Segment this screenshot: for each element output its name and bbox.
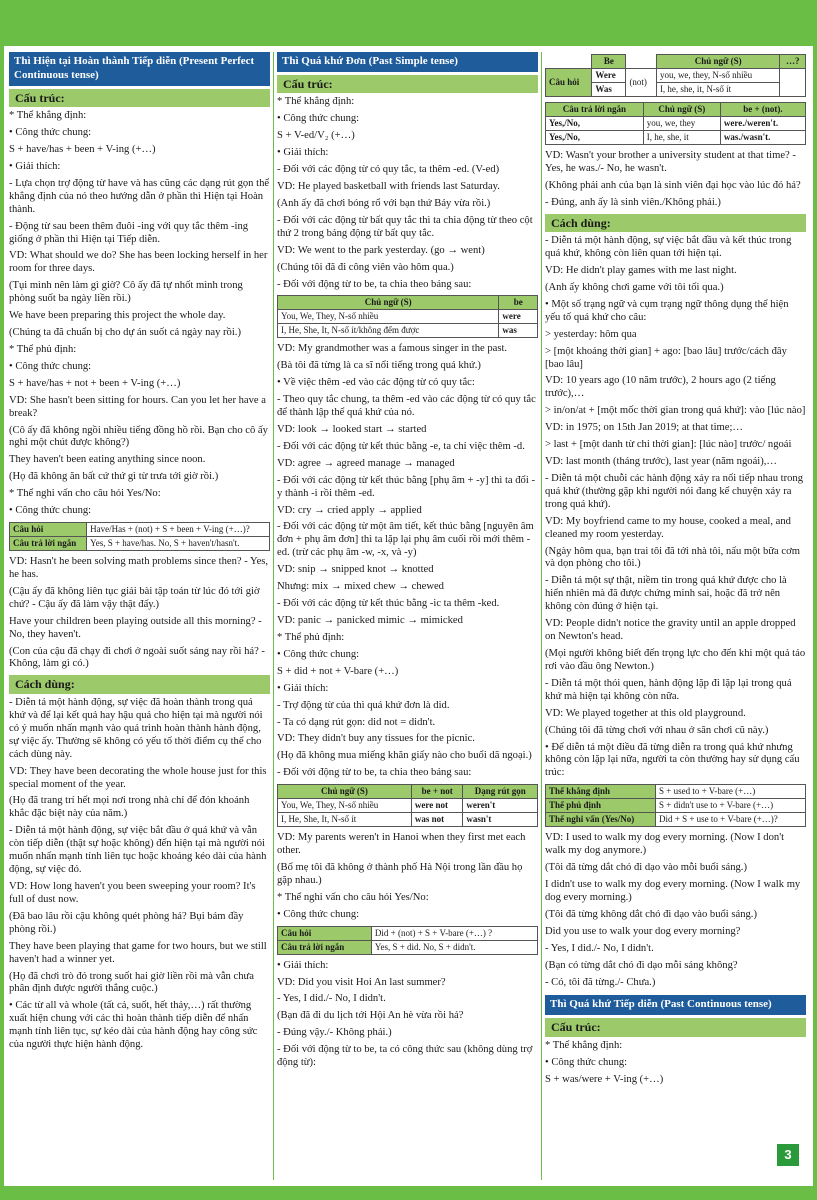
text-line: (Chúng ta đã chuẩn bị cho dự án suốt cả ngày nay rồi.) — [9, 327, 241, 339]
text-line: - Đối với các động từ bất quy tắc thì ta chia động từ theo cột thứ 2 trong bảng động từ bất quy tắc. — [277, 214, 533, 239]
text-line: - Diễn tả một hành động, sự việc bắt đầu và kết thúc trong quá khứ, không còn liên quan tới hiện tại. — [545, 235, 792, 260]
structure-heading: Cấu trúc: — [277, 75, 538, 94]
text-line: - Đối với các động từ kết thúc bằng -ic ta thêm -ked. — [277, 598, 500, 610]
text-line: VD: He played basketball with friends last Saturday. — [277, 180, 500, 192]
text-line: S + V-ed/V₂ (+…) — [277, 130, 355, 142]
section-title: Thì Quá khứ Đơn (Past Simple tense) — [277, 52, 538, 72]
section-title-past-continuous: Thì Quá khứ Tiếp diễn (Past Continuous tense) — [545, 995, 806, 1015]
page-sheet — [4, 46, 813, 1186]
text-line: VD: People didn't notice the gravity until an apple dropped on Newton's head. — [545, 618, 796, 643]
table-row: I, He, She, It, N-số ít was not wasn't — [278, 813, 538, 827]
text-line: - Lựa chọn trợ động từ have và has cũng các dạng rút gọn thể khẳng định của nó theo hướng dẫn ở phần thì Hiện tại Hoàn thành. — [9, 177, 270, 215]
table-row: Yes,/No, you, we, they were./weren't. — [546, 116, 806, 130]
text-line: - Đối với động từ to be, ta chia theo bảng sau: — [277, 278, 472, 290]
text-line: They haven't been eating anything since noon. — [9, 454, 206, 466]
text-line: • Giải thích: — [277, 147, 329, 159]
text-line: I didn't use to walk my dog every morning. (Now I walk my dog every morning.) — [545, 878, 801, 903]
text-line: (Bà tôi đã từng là ca sĩ nổi tiếng trong quá khứ.) — [277, 360, 481, 372]
text-line: • Công thức chung: — [277, 908, 360, 920]
text-line: (Ngày hôm qua, bạn trai tôi đã tới nhà tôi, nấu một bữa cơm và dọn phòng cho tôi.) — [545, 545, 800, 570]
table-row: Câu hỏi Have/Has + (not) + S + been + V-ing (+…)? — [10, 523, 270, 537]
text-line: - Diễn tả một thói quen, hành động lặp đi lặp lại trong quá khứ mà hiện tại không còn nữa. — [545, 677, 792, 702]
text-line: > yesterday: hôm qua — [545, 328, 637, 340]
table-row: Thể phủ định S + didn't use to + V-bare (+…) — [546, 799, 806, 813]
text-line: - Diễn tả một hành động, sự việc đã hoàn thành trong quá khứ và để lại kết quả hay hậu quả cho hiện tại mà người nói có ý muốn nhấn mạnh vào quá trình hoàn thành hành động, sự việc ấy. Thường sẽ không có yếu tố thời điểm cụ thể cho cách dùng này. — [9, 697, 263, 760]
text-line: VD: look → looked start → started — [277, 423, 427, 435]
text-line: S + have/has + not + been + V-ing (+…) — [9, 377, 181, 389]
text-line: • Công thức chung: — [277, 648, 360, 660]
text-line: • Để diễn tả một điều đã từng diễn ra trong quá khứ nhưng không còn lặp lại nữa, người ta còn thường hay sử dụng cấu trúc: — [545, 741, 800, 779]
text-line: (Tụi mình nên làm gì giờ? Cô ấy đã tự nhốt mình trong phòng suốt ba ngày liền rồi.) — [9, 280, 243, 305]
table-row: Yes,/No, I, he, she, it was./wasn't. — [546, 130, 806, 144]
text-line: VD: panic → panicked mimic → mimicked — [277, 615, 463, 627]
structure-text — [277, 96, 538, 291]
text-line: (Đã bao lâu rồi cậu không quét phòng hả? Bụi bám đầy phòng rồi.) — [9, 910, 244, 935]
text-line: (Anh ấy không chơi game với tôi tối qua.) — [545, 281, 724, 293]
examples-text — [545, 832, 806, 989]
text-line: VD: snip → snipped knot → knotted — [277, 564, 434, 576]
text-line: - Diễn tả một hành động, sự việc bắt đầu ở quá khứ và vẫn còn tiếp diễn (thật sự hoặc không) đến hiện tại mà người nói muốn nhấn mạnh tính liên tục hoặc khoảng kéo dài của hành động, sự việc đó. — [9, 825, 267, 876]
table-row: Câu hỏi Did + (not) + S + V-bare (+…) ? — [278, 926, 538, 940]
column-present-perfect-continuous — [9, 52, 270, 1180]
short-answer-table — [545, 102, 806, 145]
text-line: VD: He didn't play games with me last night. — [545, 264, 737, 276]
text-line: VD: She hasn't been sitting for hours. Can you let her have a break? — [9, 394, 266, 419]
table-row: Thể nghi vấn (Yes/No) Did + S + use to + V-bare (+…)? — [546, 813, 806, 827]
text-line: > in/on/at + [một mốc thời gian trong quá khứ]: vào [lúc nào] — [545, 405, 806, 417]
text-line: * Thể khẳng định: — [9, 110, 87, 122]
text-line: - Đối với các động từ kết thúc bằng [phụ âm + -y] thì ta đổi -y thành -i rồi thêm -ed. — [277, 474, 535, 499]
text-line: * Thể khẳng định: — [545, 1039, 623, 1051]
text-line: (Con của cậu đã chạy đi chơi ở ngoài suốt sáng nay rồi hả? - Không, làm gì có.) — [9, 645, 265, 670]
text-line: VD: Hasn't he been solving math problems since then? - Yes, he has. — [9, 556, 269, 580]
table-row: Câu trả lời ngắn Yes, S + did. No, S + didn't. — [278, 940, 538, 954]
structure-heading: Cấu trúc: — [9, 89, 270, 108]
usage-text — [9, 697, 270, 1052]
text-line: (Chúng tôi đã từng chơi với nhau ở sân chơi cũ này.) — [545, 724, 769, 736]
text-line: - Có, tôi đã từng./- Chưa.) — [545, 976, 656, 988]
text-line: (Anh ấy đã chơi bóng rổ với bạn thứ Bảy vừa rồi.) — [277, 197, 491, 209]
text-line: - Đối với động từ to be, ta chia theo bảng sau: — [277, 767, 472, 779]
table-row: Câu hỏi Were (not) you, we, they, N-số nhiều — [546, 68, 806, 82]
text-line: (Họ đã không mua miếng khăn giấy nào cho buổi dã ngoại.) — [277, 750, 532, 762]
section-title: Thì Hiện tại Hoàn thành Tiếp diễn (Present Perfect Continuous tense) — [9, 52, 270, 86]
table-header-row: Chủ ngữ (S) be + not Dạng rút gọn — [278, 785, 538, 799]
question-formula-table — [277, 926, 538, 955]
structure-heading: Cấu trúc: — [545, 1018, 806, 1037]
text-line: * Thể phủ định: — [277, 631, 345, 643]
text-line: VD: Did you visit Hoi An last summer? — [277, 976, 446, 988]
text-line: (Cô ấy đã không ngồi nhiều tiếng đồng hồ rồi. Bạn cho cô ấy nghỉ một chút được không?) — [9, 424, 268, 449]
text-line: VD: What should we do? She has been locking herself in her room for three days. — [9, 250, 268, 275]
usage-heading: Cách dùng: — [9, 675, 270, 694]
table-row: You, We, They, N-số nhiều were — [278, 310, 538, 324]
text-line: - Ta có dạng rút gọn: did not = didn't. — [277, 716, 436, 728]
text-line: VD: cry → cried apply → applied — [277, 504, 422, 516]
text-line: S + was/were + V-ing (+…) — [545, 1073, 664, 1085]
column-divider — [273, 52, 274, 1180]
text-line: - Đối với các động từ có quy tắc, ta thêm -ed. (V-ed) — [277, 164, 500, 176]
text-line: (Bạn đã đi du lịch tới Hội An hè vừa rồi hả? — [277, 1010, 464, 1022]
page-number: 3 — [777, 1144, 799, 1166]
text-line: (Tôi đã từng không dắt chó đi dạo vào buổi sáng.) — [545, 908, 757, 920]
text-line: VD: in 1975; on 15th Jan 2019; at that time;… — [545, 422, 744, 434]
text-line: VD: My boyfriend came to my house, cooked a meal, and cleaned my room yesterday. — [545, 515, 791, 540]
table-row: You, We, They, N-số nhiều were not weren't — [278, 799, 538, 813]
text-line: - Động từ sau been thêm đuôi -ing với quy tắc thêm -ing giống ở phần thì Hiện tại Tiếp diễn. — [9, 220, 249, 245]
text-line: VD: We went to the park yesterday. (go → went) — [277, 244, 485, 256]
text-line: VD: How long haven't you been sweeping your room? It's full of dust now. — [9, 881, 256, 905]
text-line: (Mọi người không biết đến trọng lực cho đến khi một quả táo rơi vào đầu ông Newton.) — [545, 648, 806, 672]
examples-text — [277, 960, 538, 1070]
usage-heading: Cách dùng: — [545, 214, 806, 233]
structure-text — [545, 1040, 806, 1087]
be-question-table — [545, 54, 806, 97]
text-line: We have been preparing this project the whole day. — [9, 310, 226, 322]
table-header-row: Chủ ngữ (S) be — [278, 296, 538, 310]
text-line: VD: last month (tháng trước), last year (năm ngoái),… — [545, 456, 777, 468]
text-line: (Bạn có từng dắt chó đi dạo mỗi sáng không? — [545, 959, 738, 971]
text-line: - Diễn tả một sự thật, niềm tin trong quá khứ được cho là hiển nhiên mà đã được chứng minh sai, hoặc đã trở nên không còn đúng ở hiện tại. — [545, 575, 787, 613]
text-line: VD: I used to walk my dog every morning. (Now I don't walk my dog anymore.) — [545, 832, 785, 857]
text-line: (Họ đã trang trí hết mọi nơi trong nhà chỉ để đón khoảnh khắc đặc biệt này của năm.) — [9, 795, 250, 820]
text-line: VD: 10 years ago (10 năm trước), 2 hours ago (2 tiếng trước),… — [545, 375, 776, 400]
be-conjugation-table — [277, 295, 538, 338]
text-line: • Giải thích: — [277, 682, 329, 694]
text-line: * Thể phủ định: — [9, 343, 77, 355]
text-line: • Về việc thêm -ed vào các động từ có quy tắc: — [277, 377, 475, 389]
table-row: Was I, he, she, it, N-số ít — [546, 82, 806, 96]
used-to-table — [545, 784, 806, 827]
text-line: * Thể khẳng định: — [277, 96, 355, 108]
column-past-simple — [277, 52, 538, 1180]
text-line: • Công thức chung: — [9, 127, 92, 139]
text-line: VD: My grandmother was a famous singer in the past. — [277, 343, 508, 355]
text-line: - Trợ động từ của thì quá khứ đơn là did. — [277, 699, 450, 711]
table-row: Thể khẳng định S + used to + V-bare (+…) — [546, 785, 806, 799]
text-line: (Tôi đã từng dắt chó đi dạo vào mỗi buổi sáng.) — [545, 862, 747, 874]
text-line: (Chúng tôi đã đi công viên vào hôm qua.) — [277, 261, 454, 273]
text-line: VD: My parents weren't in Hanoi when they first met each other. — [277, 832, 526, 857]
text-line: VD: Wasn't your brother a university student at that time? - Yes, he was./- No, he wasn't. — [545, 149, 796, 174]
text-line: * Thể nghi vấn cho câu hỏi Yes/No: — [9, 488, 161, 500]
examples-text — [277, 832, 538, 922]
examples-text — [9, 556, 270, 671]
table-header-row: Câu trả lời ngắn Chủ ngữ (S) be + (not). — [546, 102, 806, 116]
examples-text — [545, 150, 806, 210]
question-formula-table — [9, 522, 270, 551]
column-divider — [541, 52, 542, 1180]
text-line: • Công thức chung: — [277, 113, 360, 125]
text-line: S + have/has + been + V-ing (+…) — [9, 143, 156, 155]
text-line: (Họ đã không ăn bất cứ thứ gì từ trưa tới giờ rồi.) — [9, 471, 219, 483]
text-line: - Đúng, anh ấy là sinh viên./Không phải.) — [545, 196, 721, 208]
text-line: Nhưng: mix → mixed chew → chewed — [277, 581, 444, 593]
text-line: - Yes, I did./- No, I didn't. — [277, 993, 386, 1005]
text-line: S + did + not + V-bare (+…) — [277, 665, 399, 677]
text-line: VD: agree → agreed manage → managed — [277, 457, 455, 469]
text-line: - Yes, I did./- No, I didn't. — [545, 942, 654, 954]
text-line: • Công thức chung: — [9, 505, 92, 517]
structure-text — [9, 110, 270, 518]
table-row: I, He, She, It, N-số ít/không đếm được was — [278, 324, 538, 338]
text-line: • Công thức chung: — [9, 360, 92, 372]
text-line: - Diễn tả một chuỗi các hành động xảy ra nối tiếp nhau trong quá khứ (thường gặp khi người nói đang kể chuyện xảy ra trong quá khứ). — [545, 472, 804, 510]
text-line: VD: They didn't buy any tissues for the picnic. — [277, 733, 475, 745]
text-line: (Cậu ấy đã không liên tục giải bài tập toán từ lúc đó tới giờ chứ? - Cậu ấy đã làm vậy thật đấy.) — [9, 585, 260, 610]
text-line: • Giải thích: — [277, 959, 329, 971]
text-line: VD: They have been decorating the whole house just for this special moment of the year. — [9, 765, 267, 790]
text-line: > last + [một danh từ chỉ thời gian]: [lúc nào] trước/ ngoái — [545, 439, 792, 451]
text-line: • Giải thích: — [9, 160, 61, 172]
text-line: • Các từ all và whole (tất cả, suốt, hết thảy,…) rất thường xuất hiện chung với các thì hoàn thành tiếp diễn để nhấn mạnh tính liên tục, sự kéo dài của hành động hay công sức của người thực hiện hành động. — [9, 1000, 258, 1051]
text-line: - Theo quy tắc chung, ta thêm -ed vào các động từ có quy tắc để thành lập thể quá khứ của nó. — [277, 394, 536, 419]
text-line: - Đúng vậy./- Không phải.) — [277, 1027, 392, 1039]
text-line: (Họ đã chơi trò đó trong suốt hai giờ liền rồi mà vẫn chưa phân định được người thắng cuộc.) — [9, 970, 254, 995]
text-line: VD: We played together at this old playground. — [545, 707, 746, 719]
be-negative-table — [277, 784, 538, 827]
text-line: (Bố mẹ tôi đã không ở thành phố Hà Nội trong lần đầu họ gặp nhau.) — [277, 861, 523, 886]
table-row: Câu trả lời ngắn Yes, S + have/has. No, S + haven't/hasn't. — [10, 537, 270, 551]
text-line: - Đối với các động từ một âm tiết, kết thúc bằng [nguyên âm đơn + phụ âm đơn] thì ta lặp lại phụ âm cuối rồi mới thêm -ed. (trừ các phụ âm -w, -x, và -y) — [277, 521, 534, 559]
text-line: • Một số trạng ngữ và cụm trạng ngữ thông dụng thể hiện yếu tố quá khứ cho câu: — [545, 298, 789, 323]
column-past-simple-continued — [545, 52, 806, 1180]
text-line: - Đối với động từ to be, ta có công thức sau (không dùng trợ động từ): — [277, 1044, 533, 1069]
usage-text — [545, 235, 806, 780]
text-line: > [một khoảng thời gian] + ago: [bao lâu] trước/cách đây [bao lâu] — [545, 345, 787, 370]
text-line: Did you use to walk your dog every morning? — [545, 925, 741, 937]
rules-text — [277, 343, 538, 780]
text-line: Have your children been playing outside all this morning? - No, they haven't. — [9, 615, 262, 640]
text-line: - Đối với các động từ kết thúc bằng -e, ta chỉ việc thêm -d. — [277, 440, 525, 452]
text-line: * Thể nghi vấn cho câu hỏi Yes/No: — [277, 891, 429, 903]
text-line: (Không phải anh của bạn là sinh viên đại học vào lúc đó hả? — [545, 179, 801, 191]
text-line: • Công thức chung: — [545, 1056, 628, 1068]
table-header-row: Be Chủ ngữ (S) …? — [546, 55, 806, 69]
text-line: They have been playing that game for two hours, but we still haven't had a winner yet. — [9, 940, 267, 965]
